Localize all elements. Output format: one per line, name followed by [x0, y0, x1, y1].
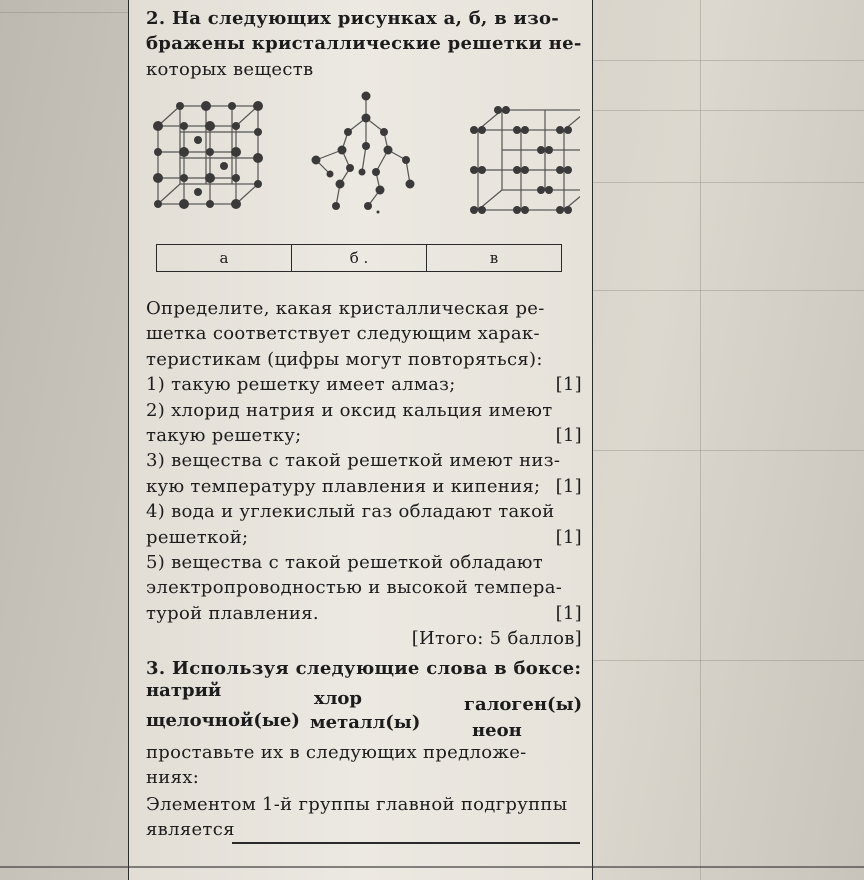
ghost-line [593, 182, 864, 183]
lattice-b-atoms [312, 92, 415, 214]
answer-blank-1[interactable] [232, 842, 580, 844]
figure-label-b: б . [292, 245, 427, 271]
q2-task: Определите, какая кристаллическая ре- шетка соответствует следующим харак- теристикам (цифры могут повторяться): [1] 1) такую решетку имеет алмаз; 2) хлорид натрия и оксид кальция имеют [1] такую решетку; 3) вещества с такой решеткой имеют низ- [1] кую температуру плавления и кипения; 4) вода и углекислый газ обладают такой [1] решеткой; 5) вещества с такой решеткой обладают электропроводностью и высокой темпера- [1] турой плавления. [Итого: 5 баллов] [146, 296, 582, 652]
q2-item-4-score: [1] [555, 526, 582, 548]
ghost-line [593, 110, 864, 111]
q3-intro: 3. Используя следующие слова в боксе: [146, 658, 582, 679]
lattice-figure-c [478, 110, 580, 210]
q2-item-3: 3) вещества с такой решеткой имеют низ- [1] кую температуру плавления и кипения; [146, 448, 582, 499]
q3-sentence-1: Элементом 1-й группы главной подгруппы является [146, 794, 568, 841]
ghost-line [593, 60, 864, 61]
page-bottom-rule [0, 866, 864, 868]
figure-labels-table [156, 244, 562, 272]
word-metall: металл(ы) [310, 712, 421, 733]
ghost-line [593, 450, 864, 451]
q3-instruction: проставьте их в следующих предложе- ниях: [146, 742, 527, 789]
figure-label-c: в [489, 249, 499, 267]
word-khlor: хлор [314, 688, 363, 709]
crystal-lattice-figures [140, 88, 580, 228]
q2-intro: 2. На следующих рисунках а, б, в изо- бражены кристаллические решетки не- которых веществ [146, 8, 582, 80]
q2-item-2-score: [1] [555, 425, 582, 447]
q2-total: [Итого: 5 баллов] [411, 628, 582, 650]
q2-item-1: [1] 1) такую решетку имеет алмаз; [146, 372, 582, 397]
ghost-line [593, 290, 864, 291]
q2-item-3-score: [1] [555, 475, 582, 497]
q2-item-5-score: [1] [555, 602, 582, 624]
q2-item-1-score: [1] [555, 374, 582, 396]
q2-item-4: 4) вода и углекислый газ обладают такой [1] решеткой; [146, 499, 582, 550]
word-galogen: галоген(ы) [464, 694, 583, 715]
word-natriy: натрий [146, 680, 222, 701]
figure-label-a: а [157, 245, 292, 271]
word-shchelochnoy: щелочной(ые) [146, 710, 300, 731]
q2-item-5: 5) вещества с такой решеткой обладают электропроводностью и высокой темпера- [1] турой плавления. [146, 550, 582, 626]
lattice-figure-b [316, 96, 410, 206]
ghost-line [700, 0, 701, 880]
q3-word-box [146, 680, 582, 742]
word-neon: неон [472, 720, 522, 741]
ghost-line [593, 660, 864, 661]
q2-item-2: 2) хлорид натрия и оксид кальция имеют [1] такую решетку; [146, 398, 582, 449]
ghost-line [0, 12, 128, 13]
